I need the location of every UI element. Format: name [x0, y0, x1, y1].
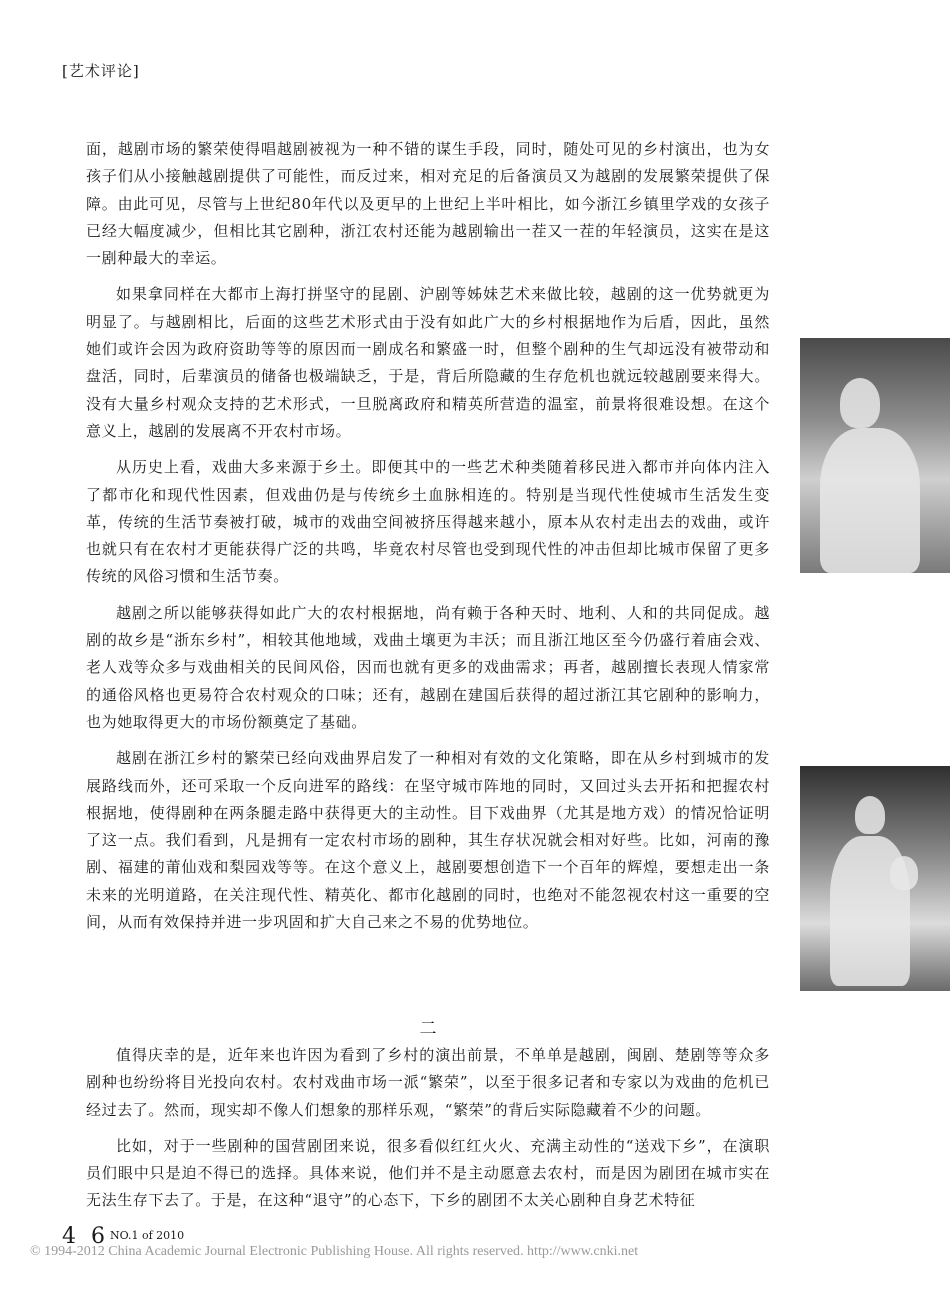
opera-stage-photo — [800, 766, 950, 991]
paragraph: 值得庆幸的是，近年来也许因为看到了乡村的演出前景，不单单是越剧，闽剧、楚剧等等众多剧种也纷纷将目光投向农村。农村戏曲市场一派“繁荣”，以至于很多记者和专家以为戏曲的危机已经过去了。然而，现实却不像人们想象的那样乐观，“繁荣”的背后实际隐藏着不少的问题。 — [86, 1046, 770, 1119]
section-two-body — [86, 1042, 770, 1224]
page-number: 4 6 — [62, 1224, 109, 1249]
paragraph: 从历史上看，戏曲大多来源于乡土。即便其中的一些艺术种类随着移民进入都市并向体内注入了都市化和现代性因素，但戏曲仍是与传统乡土血脉相连的。特别是当现代性使城市生活发生变革，传统的生活节奏被打破，城市的戏曲空间被挤压得越来越小，原本从农村走出去的戏曲，或许也就只有在农村才更能获得广泛的共鸣，毕竟农村尽管也受到现代性的冲击但却比城市保留了更多传统的风俗习惯和生活节奏。 — [86, 458, 770, 586]
opera-performer-photo — [800, 338, 950, 573]
section-label: [艺术评论] — [62, 62, 140, 80]
paragraph: 如果拿同样在大都市上海打拼坚守的昆剧、沪剧等姊妹艺术来做比较，越剧的这一优势就更为明显了。与越剧相比，后面的这些艺术形式由于没有如此广大的乡村根据地作为后盾，因此，虽然她们或许会因为政府资助等等的原因而一剧成名和繁盛一时，但整个剧种的生气却远没有被带动和盘活，同时，后辈演员的储备也极端缺乏，于是，背后所隐藏的生存危机也就远较越剧要来得大。没有大量乡村观众支持的艺术形式，一旦脱离政府和精英所营造的温室，前景将很难设想。在这个意义上，越剧的发展离不开农村市场。 — [86, 285, 770, 440]
section-heading: 二 — [419, 1019, 437, 1039]
paragraph: 比如，对于一些剧种的国营剧团来说，很多看似红红火火、充满主动性的“送戏下乡”，在演职员们眼中只是迫不得已的选择。具体来说，他们并不是主动愿意去农村，而是因为剧团在城市实在无法生存下去了。于是，在这种“退守”的心态下，下乡的剧团不太关心剧种自身艺术特征 — [86, 1136, 770, 1210]
article-body — [86, 136, 770, 945]
paragraph: 面，越剧市场的繁荣使得唱越剧被视为一种不错的谋生手段，同时，随处可见的乡村演出，也为女孩子们从小接触越剧提供了可能性，而反过来，相对充足的后备演员又为越剧的发展繁荣提供了保障。由此可见，尽管与上世纪80年代以及更早的上世纪上半叶相比，如今浙江乡镇里学戏的女孩子已经大幅度减少，但相比其它剧种，浙江农村还能为越剧输出一茬又一茬的年轻演员，这实在是这一剧种最大的幸运。 — [86, 140, 770, 268]
paragraph: 越剧之所以能够获得如此广大的农村根据地，尚有赖于各种天时、地利、人和的共同促成。越剧的故乡是“浙东乡村”，相较其他地域，戏曲土壤更为丰沃；而且浙江地区至今仍盛行着庙会戏、老人戏等众多与戏曲相关的民间风俗，因而也就有更多的戏曲需求；再者，越剧擅长表现人情家常的通俗风格也更易符合农村观众的口味；还有，越剧在建国后获得的超过浙江其它剧种的影响力，也为她取得更大的市场份额奠定了基础。 — [86, 603, 770, 731]
copyright-watermark: © 1994-2012 China Academic Journal Electronic Publishing House. All rights reserved. http://www.cnki.net — [30, 1244, 639, 1259]
issue-label: NO.1 of 2010 — [110, 1229, 185, 1242]
paragraph: 越剧在浙江乡村的繁荣已经向戏曲界启发了一种相对有效的文化策略，即在从乡村到城市的发展路线而外，还可采取一个反向进军的路线：在坚守城市阵地的同时，又回过头去开拓和把握农村根据地，使得剧种在两条腿走路中获得更大的主动性。目下戏曲界（尤其是地方戏）的情况恰证明了这一点。我们看到，凡是拥有一定农村市场的剧种，其生存状况就会相对好些。比如，河南的豫剧、福建的莆仙戏和梨园戏等等。在这个意义上，越剧要想创造下一个百年的辉煌，要想走出一条未来的光明道路，在关注现代性、精英化、都市化越剧的同时，也绝对不能忽视农村这一重要的空间，从而有效保持并进一步巩固和扩大自己来之不易的优势地位。 — [86, 749, 770, 932]
